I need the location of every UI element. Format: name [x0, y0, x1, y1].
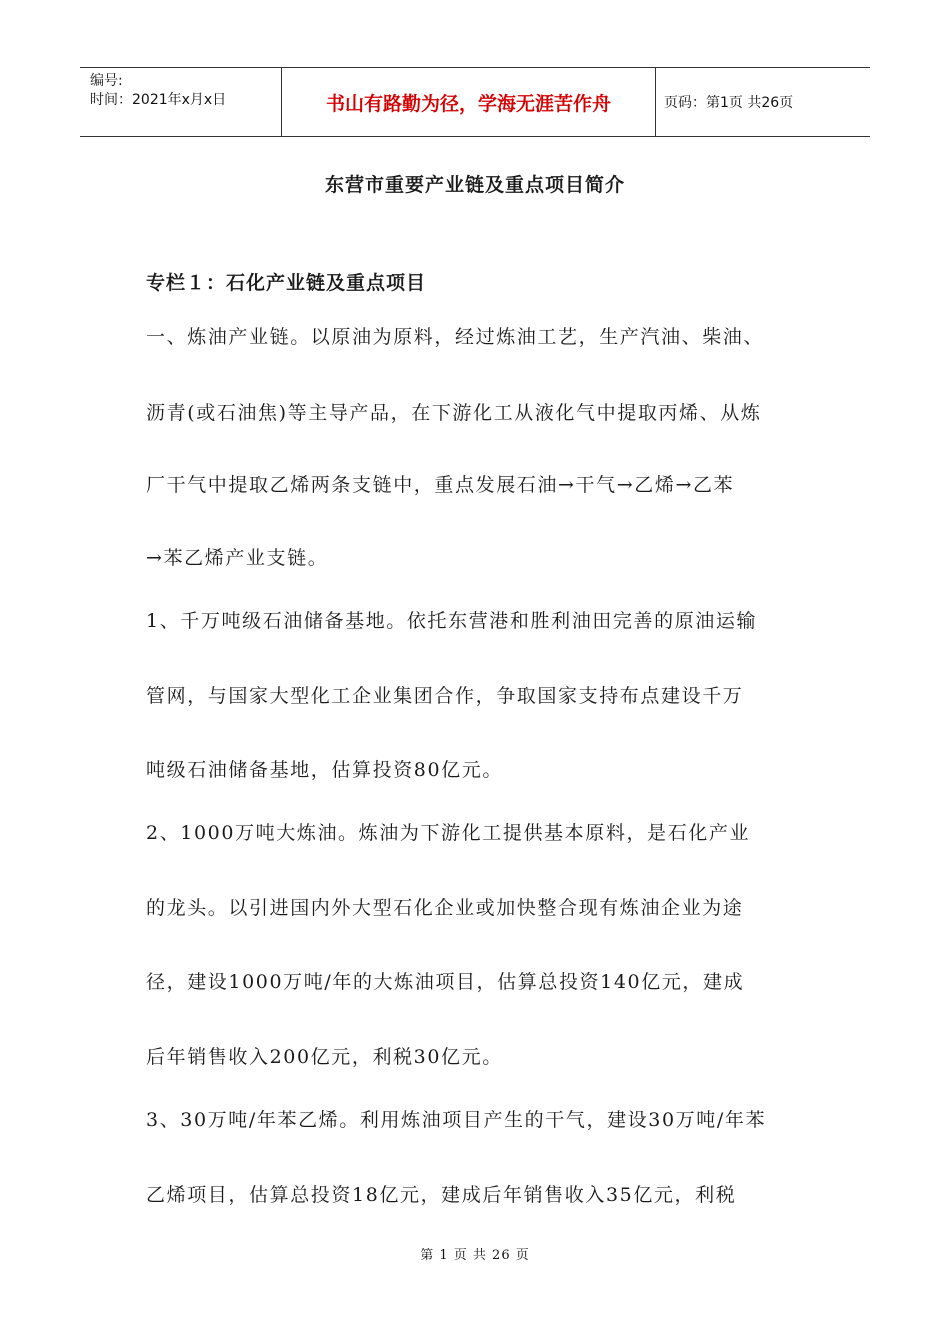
document-title: 东营市重要产业链及重点项目简介 [324, 174, 625, 196]
body-line: →苯乙烯产业支链。 [146, 547, 329, 569]
page-header [80, 67, 870, 137]
body-line: 1、千万吨级石油储备基地。依托东营港和胜利油田完善的原油运输 [146, 610, 758, 632]
body-line: 2、1000万吨大炼油。炼油为下游化工提供基本原料，是石化产业 [146, 822, 751, 844]
section-title: 专栏１：石化产业链及重点项目 [146, 272, 427, 294]
body-line: 沥青(或石油焦)等主导产品，在下游化工从液化气中提取丙烯、从炼 [146, 402, 762, 424]
body-line: 厂干气中提取乙烯两条支链中，重点发展石油→干气→乙烯→乙苯 [146, 474, 735, 496]
header-motto: 书山有路勤为径，学海无涯苦作舟 [282, 68, 656, 136]
body-line: 吨级石油储备基地，估算投资80亿元。 [146, 759, 503, 781]
body-line: 管网，与国家大型化工企业集团合作，争取国家支持布点建设千万 [146, 685, 744, 707]
body-line: 径，建设1000万吨/年的大炼油项目，估算总投资140亿元，建成 [146, 971, 745, 993]
header-page-info: 页码：第1页 共26页 [664, 95, 794, 111]
body-line: 的龙头。以引进国内外大型石化企业或加快整合现有炼油企业为途 [146, 897, 744, 919]
header-meta-cell [80, 68, 282, 136]
body-line: 乙烯项目，估算总投资18亿元，建成后年销售收入35亿元，利税 [146, 1184, 737, 1206]
page-footer: 第 1 页 共 26 页 [420, 1248, 530, 1263]
body-line: 后年销售收入200亿元，利税30亿元。 [146, 1046, 503, 1068]
body-line: 3、30万吨/年苯乙烯。利用炼油项目产生的干气，建设30万吨/年苯 [146, 1109, 767, 1131]
document-number-label: 编号: [90, 73, 123, 89]
body-line: 一、炼油产业链。以原油为原料，经过炼油工艺，生产汽油、柴油、 [146, 326, 765, 348]
document-time-label: 时间：2021年x月x日 [90, 92, 227, 108]
